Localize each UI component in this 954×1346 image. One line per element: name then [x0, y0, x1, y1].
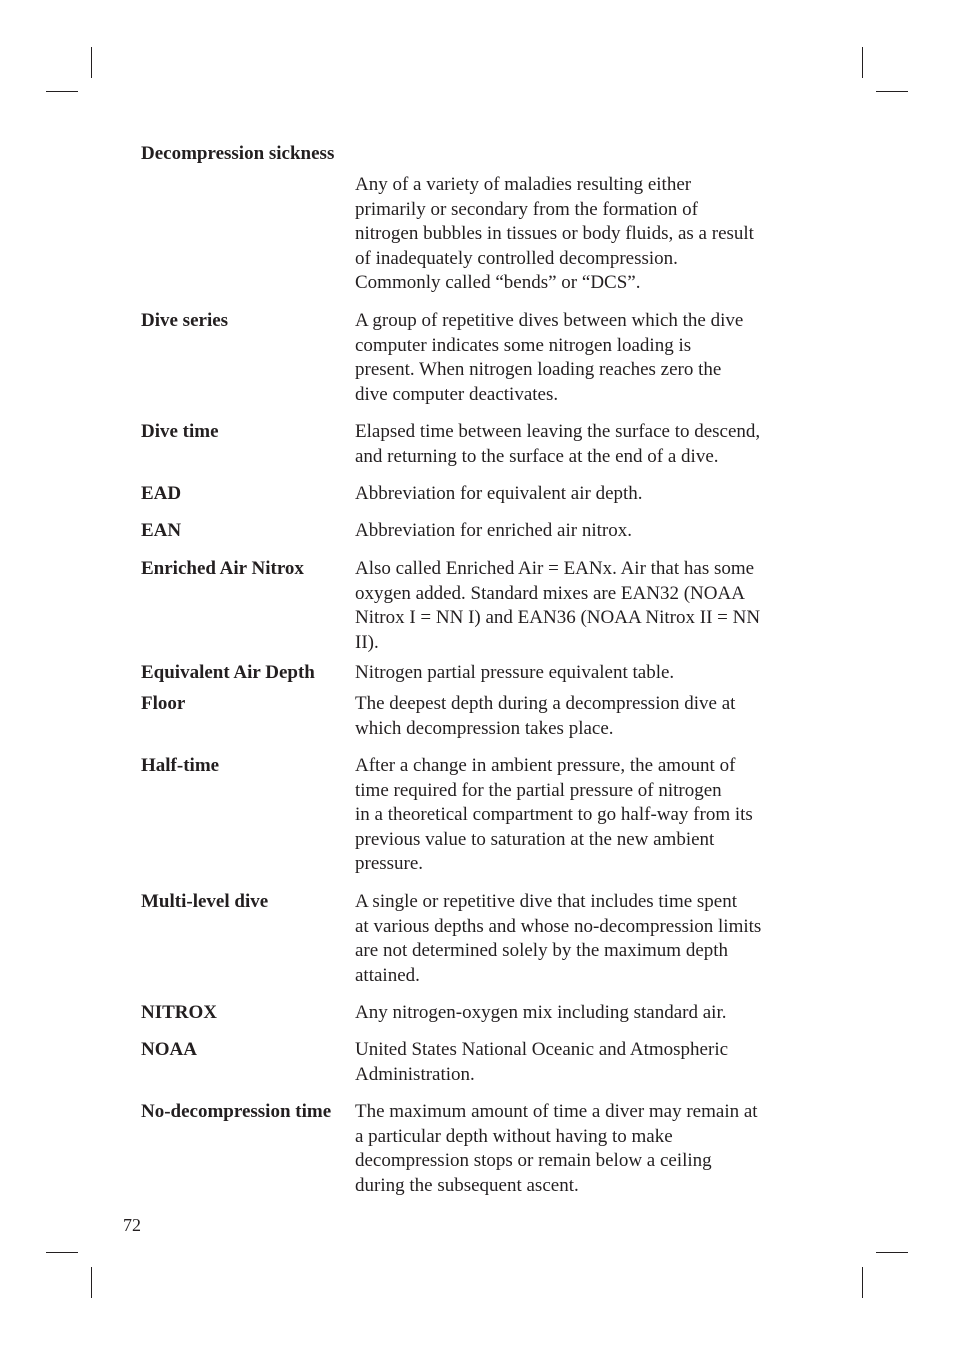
glossary-term: Floor	[141, 693, 186, 714]
glossary-term: No-decompression time	[141, 1101, 332, 1122]
definition-line: oxygen added. Standard mixes are EAN32 (NOAA	[355, 582, 745, 604]
glossary-definition	[355, 557, 800, 655]
glossary-term: NOAA	[141, 1039, 197, 1060]
definition-line: at various depths and whose no-decompression limits	[355, 915, 762, 937]
definition-line: nitrogen bubbles in tissues or body fluids, as a result	[355, 223, 754, 244]
definition-line: Nitrogen partial pressure equivalent table.	[355, 662, 675, 683]
glossary-term: NITROX	[141, 1002, 218, 1023]
definition-line: Abbreviation for enriched air nitrox.	[355, 520, 632, 541]
glossary-definition	[355, 692, 800, 741]
glossary-definition	[355, 1038, 800, 1087]
definition-line: The maximum amount of time a diver may remain at	[355, 1101, 758, 1122]
definition-line: computer indicates some nitrogen loading is	[355, 334, 692, 356]
glossary-definition	[355, 420, 800, 469]
definition-line: A single or repetitive dive that includes time spent	[355, 891, 738, 912]
glossary-term: EAD	[141, 483, 182, 504]
definition-line: II).	[355, 631, 379, 653]
definition-line: Elapsed time between leaving the surface to descend,	[355, 421, 761, 442]
glossary-definition	[355, 890, 800, 988]
page-number: 72	[123, 1215, 141, 1235]
definition-line: Also called Enriched Air = EANx. Air that has some	[355, 558, 755, 579]
definition-line: Administration.	[355, 1063, 475, 1085]
definition-line: dive computer deactivates.	[355, 383, 559, 405]
definition-line: Nitrox I = NN I) and EAN36 (NOAA Nitrox II = NN	[355, 607, 761, 628]
crop-mark-bottom-right-horizontal	[876, 1252, 908, 1253]
glossary-term: Equivalent Air Depth	[141, 662, 315, 683]
definition-line: The deepest depth during a decompression dive at	[355, 693, 736, 714]
glossary-term: Enriched Air Nitrox	[141, 558, 304, 579]
definition-line: United States National Oceanic and Atmospheric	[355, 1039, 729, 1060]
glossary-definition	[355, 482, 800, 507]
glossary-term: Dive series	[141, 310, 229, 331]
glossary-term: Dive time	[141, 421, 219, 442]
crop-mark-top-left-horizontal	[46, 91, 78, 92]
definition-line: Any of a variety of maladies resulting either	[355, 174, 692, 195]
glossary-definition	[355, 1100, 800, 1198]
glossary-definition	[355, 1001, 800, 1026]
definition-line: are not determined solely by the maximum depth	[355, 940, 729, 961]
definition-line: After a change in ambient pressure, the amount of	[355, 755, 736, 776]
glossary-definition	[355, 309, 800, 407]
definition-line: pressure.	[355, 853, 424, 874]
glossary-definition	[355, 173, 800, 296]
definition-line: A group of repetitive dives between which the dive	[355, 310, 744, 331]
glossary-definition	[355, 519, 800, 544]
definition-line: primarily or secondary from the formation of	[355, 198, 698, 220]
definition-line: present. When nitrogen loading reaches zero the	[355, 359, 722, 380]
crop-mark-top-right-horizontal	[876, 91, 908, 92]
definition-line: Abbreviation for equivalent air depth.	[355, 483, 643, 504]
crop-mark-bottom-left-vertical	[91, 1267, 92, 1298]
definition-line: during the subsequent ascent.	[355, 1174, 579, 1196]
definition-line: attained.	[355, 964, 420, 986]
definition-line: a particular depth without having to make	[355, 1125, 673, 1147]
glossary-term: Multi-level dive	[141, 891, 269, 912]
definition-line: in a theoretical compartment to go half-way from its	[355, 804, 753, 825]
crop-mark-bottom-left-horizontal	[46, 1252, 78, 1253]
definition-line: Commonly called “bends” or “DCS”.	[355, 272, 641, 293]
definition-line: time required for the partial pressure of nitrogen	[355, 779, 722, 801]
glossary-term: Decompression sickness	[141, 143, 335, 164]
definition-line: decompression stops or remain below a ceiling	[355, 1150, 712, 1171]
definition-line: Any nitrogen-oxygen mix including standard air.	[355, 1002, 727, 1023]
definition-line: of inadequately controlled decompression.	[355, 247, 678, 269]
glossary-term: Half-time	[141, 755, 220, 776]
crop-mark-bottom-right-vertical	[862, 1267, 863, 1298]
crop-mark-top-left-vertical	[91, 47, 92, 78]
definition-line: previous value to saturation at the new ambient	[355, 828, 715, 850]
glossary-definition	[355, 661, 800, 686]
glossary-definition	[355, 754, 800, 877]
crop-mark-top-right-vertical	[862, 47, 863, 78]
definition-line: and returning to the surface at the end of a dive.	[355, 445, 719, 467]
definition-line: which decompression takes place.	[355, 717, 614, 739]
glossary-term: EAN	[141, 520, 182, 541]
